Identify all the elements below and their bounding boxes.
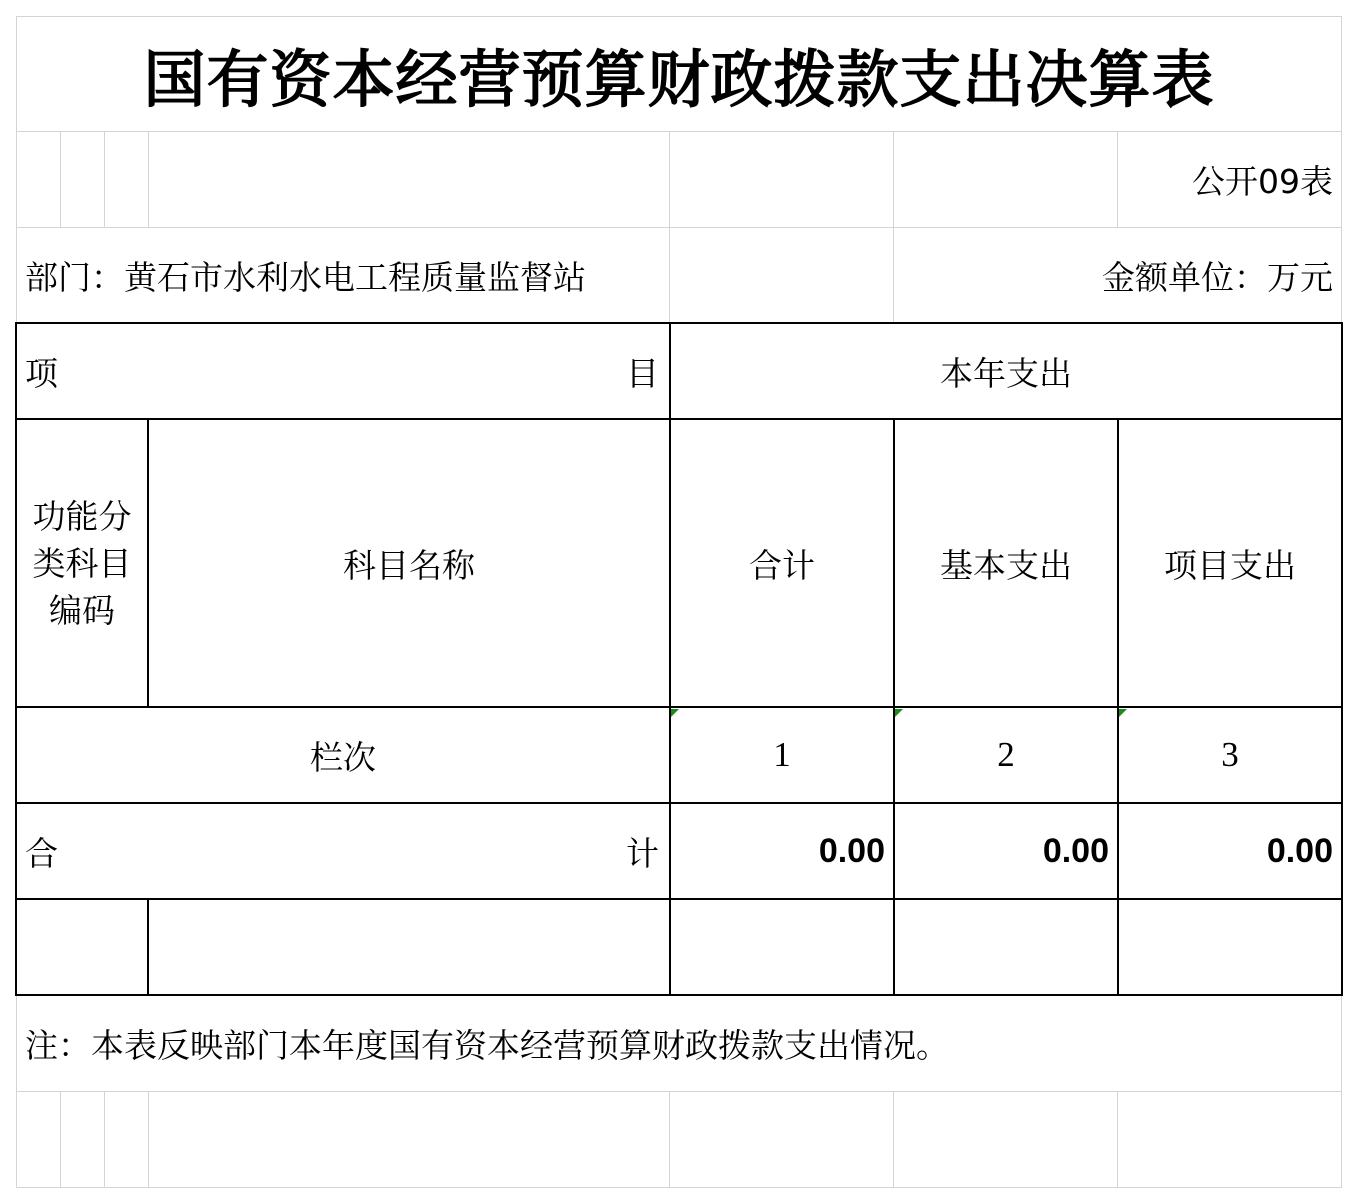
basic-expense-header: 基本支出: [940, 545, 1072, 585]
total-row-right: 计: [626, 833, 659, 873]
column-number-3: 3: [1221, 735, 1239, 774]
footnote: 注：本表反映部门本年度国有资本经营预算财政拨款支出情况。: [25, 1026, 949, 1065]
empty-row: [17, 900, 1341, 994]
total-row-label: [17, 804, 669, 898]
column-number-1: 1: [773, 735, 791, 774]
project-expense-header: 项目支出: [1164, 545, 1296, 585]
department-label: 部门：黄石市水利水电工程质量监督站: [25, 257, 586, 297]
total-amount: 0.00: [818, 831, 885, 870]
page-title: 国有资本经营预算财政拨款支出决算表: [143, 42, 1215, 116]
subject-name-header: 科目名称: [343, 545, 475, 585]
project-amount: 0.00: [1266, 831, 1333, 870]
function-code-header: 功能分类科目编码: [32, 496, 132, 630]
total-row-left: 合: [25, 833, 58, 873]
column-number-label: 栏次: [310, 737, 376, 777]
item-header-right: 目: [626, 353, 659, 393]
basic-amount: 0.00: [1042, 831, 1109, 870]
table-number: 公开09表: [1192, 162, 1333, 201]
amount-unit-label: 金额单位：万元: [1102, 257, 1333, 297]
this-year-expense-header: 本年支出: [940, 353, 1072, 393]
total-header: 合计: [749, 545, 815, 585]
column-number-2: 2: [997, 735, 1015, 774]
item-header: [17, 324, 669, 418]
item-header-left: 项: [25, 353, 58, 393]
